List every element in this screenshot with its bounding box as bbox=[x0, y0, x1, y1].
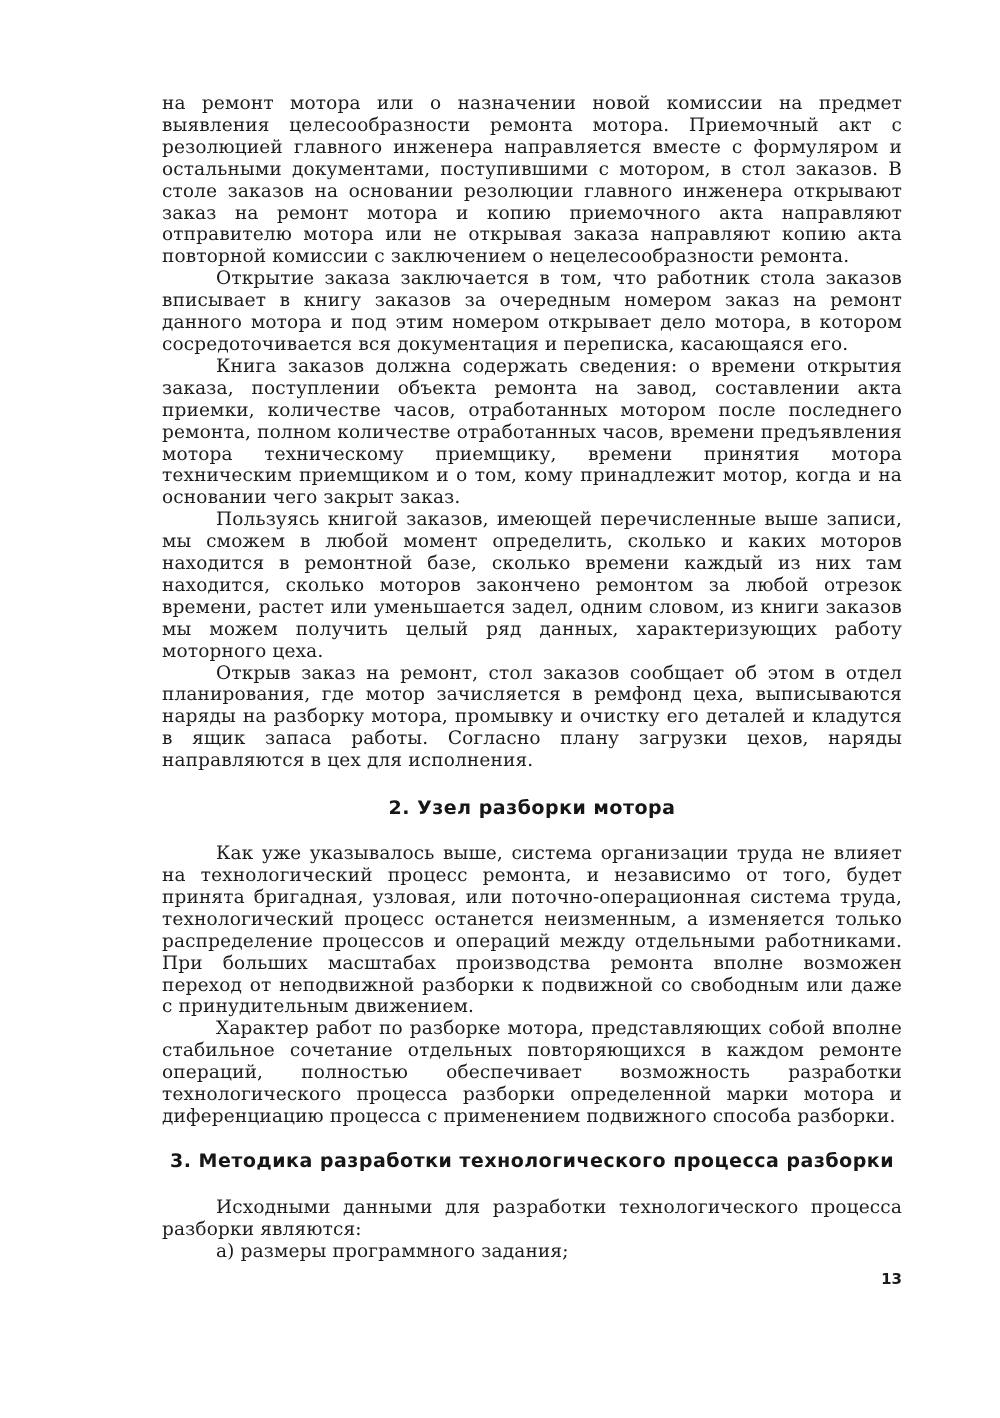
paragraph-labor-organization: Как уже указывалось выше, система организации труда не влияет на технологический процесс ремонта, и независимо от того, будет принята бригадная, узловая, или поточно-операционная система труда, технологический процесс останется неизменным, а изменяется только распределение процессов и операций между отдельными работниками. При больших масштабах производства ремонта вполне возможен переход от неподвижной разборки к подвижной со свободным или даже с принудительным движением. bbox=[162, 843, 902, 1018]
paragraph-order-opening: Открытие заказа заключается в том, что работник стола заказов вписывает в книгу заказов за очередным номером заказ на ремонт данного мотора и под этим номером открывает дело мотора, в котором сосредоточивается вся документация и переписка, касающаяся его. bbox=[162, 268, 902, 355]
list-item: а) размеры программного задания; bbox=[216, 1240, 569, 1262]
section-heading-methodology: 3. Методика разработки технологического процесса разборки bbox=[169, 1149, 895, 1172]
page-body bbox=[162, 93, 902, 1263]
paragraph-order-book: Книга заказов должна содержать сведения: о времени открытия заказа, поступлении объекта ремонта на завод, составлении акта приемки, количестве часов, отработанных мотором после последнего ремонта, полном количестве отработанных часов, времени предъявления мотора техническому приемщику, времени принятия мотора техническим приемщиком и о том, кому принадлежит мотор, когда и на основании чего закрыт заказ. bbox=[162, 355, 902, 509]
paragraph-work-character: Характер работ по разборке мотора, представляющих собой вполне стабильное сочетание отдельных повторяющихся в каждом ремонте операций, полностью обеспечивает возможность разработки технологического процесса разборки определенной марки мотора и диференциацию процесса с применением подвижного способа разборки. bbox=[162, 1018, 902, 1127]
paragraph-initial-data: Исходными данными для разработки технологического процесса разборки являются: bbox=[162, 1196, 902, 1240]
page-number: 13 bbox=[881, 1270, 902, 1288]
section-heading-disassembly-unit: 2. Узел разборки мотора bbox=[388, 797, 676, 820]
paragraph-planning: Открыв заказ на ремонт, стол заказов сообщает об этом в отдел планирования, где мотор зачисляется в ремфонд цеха, выписываются наряды на разборку мотора, промывку и очистку его деталей и кладутся в ящик запаса работы. Согласно плану загрузки цехов, наряды направляются в цех для исполнения. bbox=[162, 662, 902, 772]
paragraph-order-book-usage: Пользуясь книгой заказов, имеющей перечисленные выше записи, мы сможем в любой момент определить, сколько и каких моторов находится в ремонтной базе, сколько времени каждый из них там находится, сколько моторов закончено ремонтом за любой отрезок времени, растет или уменьшается задел, одним словом, из книги заказов мы можем получить целый ряд данных, характеризующих работу моторного цеха. bbox=[162, 509, 902, 662]
paragraph-continued: на ремонт мотора или о назначении новой комиссии на предмет выявления целесообразности ремонта мотора. Приемочный акт с резолюцией главного инженера направляется вместе с формуляром и остальными документами, поступившими с мотором, в стол заказов. В столе заказов на основании резолюции главного инженера открывают заказ на ремонт мотора и копию приемочного акта направляют отправителю мотора или не открывая заказа направляют копию акта повторной комиссии с заключением о нецелесообразности ремонта. bbox=[162, 93, 902, 268]
